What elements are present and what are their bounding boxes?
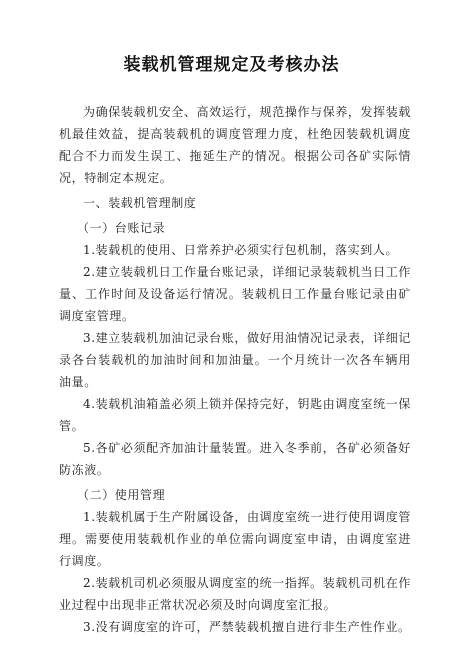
list-item: 1.装载机属于生产附属设备，由调度室统一进行使用调度管理。需要使用装载机作业的单位需向调度室申请，由调度室进行调度。 [59, 510, 411, 568]
list-item: 4.装载机油箱盖必须上锁并保持完好，钥匙由调度室统一保管。 [59, 397, 411, 433]
section-heading: 一、装载机管理制度 [83, 196, 197, 210]
list-item: 2.建立装载机日工作量台账记录，详细记录装载机当日工作量、工作时间及设备运行情况。装载机日工作量台账记录由矿调度室管理。 [59, 265, 411, 323]
subsection-heading-usage: （二）使用管理 [77, 488, 166, 502]
intro-paragraph: 为确保装载机安全、高效运行，规范操作与保养，发挥装载机最佳效益，提高装载机的调度管理力度，杜绝因装载机调度配合不力而发生误工、拖延生产的情况。根据公司各矿实际情况，特制定本规定。 [59, 105, 411, 185]
document-title: 装载机管理规定及考核办法 [123, 55, 340, 75]
list-item: 3.建立装载机加油记录台账，做好用油情况记录表，详细记录各台装载机的加油时间和加油量。一个月统计一次各车辆用油量。 [59, 331, 411, 389]
list-item: 1.装载机的使用、日常养护必须实行包机制，落实到人。 [83, 243, 399, 257]
document-body [59, 101, 411, 638]
subsection-heading-ledger: （一）台账记录 [77, 221, 166, 235]
list-item: 5.各矿必须配齐加油计量装置。进入冬季前，各矿必须备好防冻液。 [59, 441, 411, 477]
list-item: 2.装载机司机必须服从调度室的统一指挥。装载机司机在作业过程中出现非正常状况必须及时向调度室汇报。 [59, 576, 411, 612]
list-item: 3.没有调度室的许可，严禁装载机擅自进行非生产性作业。 [83, 620, 411, 634]
